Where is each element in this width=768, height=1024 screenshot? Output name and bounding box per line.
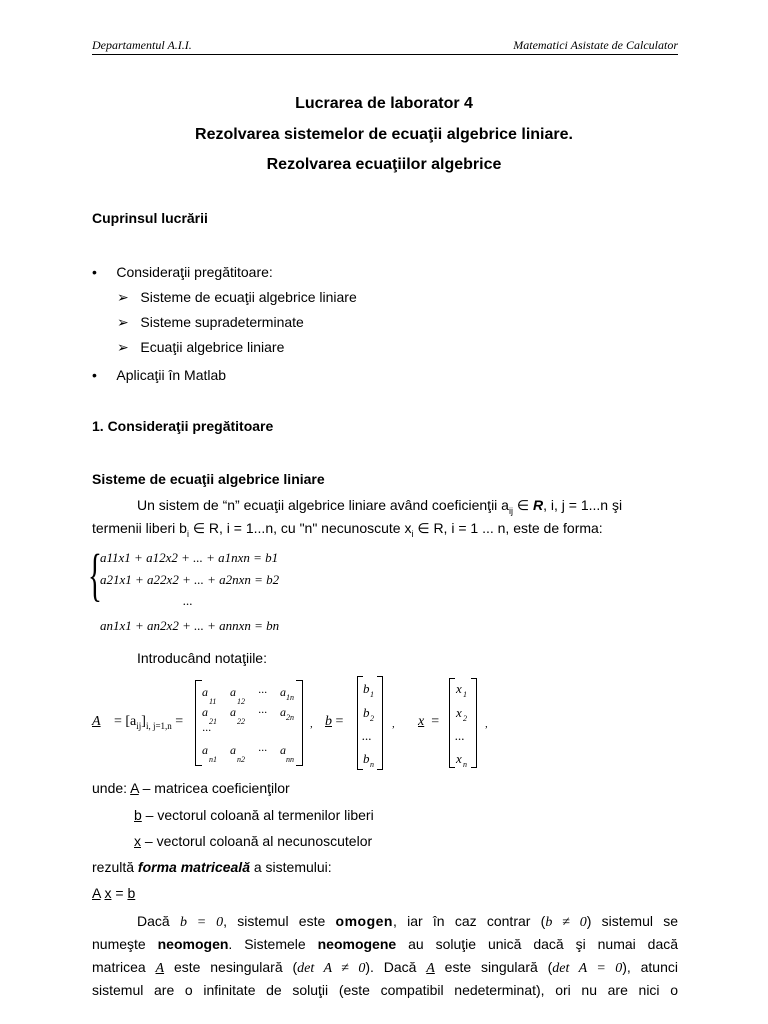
svg-text:22: 22 <box>237 717 245 726</box>
list-item-label: Consideraţii pregătitoare: <box>116 264 273 280</box>
comma: , <box>392 718 395 730</box>
svg-text:1n: 1n <box>286 693 294 702</box>
svg-text:···: ··· <box>202 723 211 737</box>
matrix-a-entries <box>200 682 296 764</box>
svg-text:n: n <box>463 760 467 768</box>
svg-text:x: x <box>456 681 462 696</box>
svg-text:21: 21 <box>209 717 217 726</box>
paragraph-line: sistemul are o infinitate de soluţii (este compatibil nedeterminat), ori nu are nici o <box>92 982 678 998</box>
lab-subtitle-1: Rezolvarea sistemelor de ecuaţii algebrice liniare. <box>195 126 573 143</box>
svg-text:···: ··· <box>258 685 267 699</box>
header-department: Departamentul A.I.I. <box>92 38 192 52</box>
svg-text:a: a <box>230 705 236 719</box>
svg-text:12: 12 <box>237 697 245 706</box>
system-row-1: a11x1 + a12x2 + ... + a1nxn = b1 <box>100 550 279 565</box>
contents-heading: Cuprinsul lucrării <box>92 210 208 226</box>
svg-text:x: x <box>456 751 462 766</box>
lab-title: Lucrarea de laborator 4 <box>295 95 473 112</box>
svg-text:2n: 2n <box>286 713 294 722</box>
page-header <box>92 36 678 54</box>
subsection-heading: Sisteme de ecuaţii algebrice liniare <box>92 471 325 487</box>
svg-text:···: ··· <box>258 705 267 719</box>
svg-text:x: x <box>456 705 462 720</box>
definition-x: x – vectorul coloană al necunoscutelor <box>134 833 373 849</box>
svg-text:...: ... <box>455 728 465 743</box>
matrix-a-symbol: A <box>92 714 101 729</box>
vector-b-entries <box>360 678 380 768</box>
lab-subtitle-2: Rezolvarea ecuaţiilor algebrice <box>266 156 502 173</box>
svg-text:1: 1 <box>370 690 374 699</box>
svg-text:a: a <box>280 705 286 719</box>
svg-text:n: n <box>370 760 374 768</box>
paragraph-line: numeşte neomogen. Sistemele neomogene au soluţie unică dacă şi numai dacă <box>92 936 679 952</box>
vector-b-symbol: b = <box>325 714 344 729</box>
comma: , <box>485 718 488 730</box>
paragraph-line: Dacă b = 0, sistemul este omogen, iar în caz contrar (b ≠ 0) sistemul se <box>137 913 679 930</box>
svg-text:nn: nn <box>286 755 294 764</box>
sub-list-item-label: Sisteme supradeterminate <box>140 314 304 330</box>
svg-text:a: a <box>280 743 286 757</box>
svg-text:a: a <box>230 743 236 757</box>
list-item: • Consideraţii pregătitoare: <box>92 264 273 280</box>
section-heading: 1. Consideraţii pregătitoare <box>92 418 274 434</box>
svg-text:b: b <box>363 705 370 720</box>
comma: , <box>310 718 313 730</box>
svg-text:a: a <box>230 685 236 699</box>
svg-text:a: a <box>202 705 208 719</box>
svg-text:2: 2 <box>370 714 374 723</box>
matrix-aij: = $[a_{ij}]_{i, j=1,n}$ = <box>114 714 184 731</box>
paragraph-line: termenii liberi $b_i$ ∈ R, i = 1...n, cu "n" necunoscute $x_i$ ∈ R, i = 1 ... n, este de forma: <box>92 520 603 539</box>
result-line: rezultă forma matriceală a sistemului: <box>92 859 332 875</box>
header-divider <box>92 54 678 55</box>
list-item-label: Aplicaţii în Matlab <box>116 367 227 383</box>
svg-text:a: a <box>280 685 286 699</box>
matrix-a-right-bracket <box>296 680 303 766</box>
definition-b: b – vectorul coloană al termenilor liberi <box>134 807 374 823</box>
vector-x-symbol: x = <box>418 714 440 729</box>
sub-list-item-label: Sisteme de ecuaţii algebrice liniare <box>140 289 357 305</box>
list-item: • Aplicaţii în Matlab <box>92 367 227 383</box>
svg-text:n2: n2 <box>237 755 245 764</box>
sub-list-item: ➢ Ecuaţii algebrice liniare <box>117 339 285 355</box>
svg-text:a: a <box>202 743 208 757</box>
sub-list-item-label: Ecuaţii algebrice liniare <box>140 339 285 355</box>
paragraph-line: matricea A este nesingulară (det A ≠ 0). Dacă A este singulară (det A = 0), atunci <box>92 959 678 976</box>
paragraph-line: Un sistem de “n” ecuaţii algebrice liniare având coeficienţii $a_{ij}$ ∈ R, i, j = 1...n şi <box>137 497 623 516</box>
svg-text:b: b <box>363 751 370 766</box>
definition-a: unde: A – matricea coeficienţilor <box>92 780 290 796</box>
svg-text:n1: n1 <box>209 755 217 764</box>
system-row-2: a21x1 + a22x2 + ... + a2nxn = b2 <box>100 572 280 587</box>
svg-text:a: a <box>202 685 208 699</box>
matrix-equation: A x = b <box>92 885 136 901</box>
system-row-n: an1x1 + an2x2 + ... + annxn = bn <box>100 618 280 633</box>
svg-text:...: ... <box>362 728 372 743</box>
sub-list-item: ➢ Sisteme supradeterminate <box>117 314 304 330</box>
vector-x-entries <box>452 680 474 768</box>
intro-notations: Introducând notaţiile: <box>137 650 267 666</box>
system-dots: ... <box>183 593 193 608</box>
svg-text:···: ··· <box>258 743 267 757</box>
header-course: Matematici Asistate de Calculator <box>513 38 678 52</box>
svg-text:2: 2 <box>463 714 467 723</box>
sub-list-item: ➢ Sisteme de ecuaţii algebrice liniare <box>117 289 357 305</box>
svg-text:1: 1 <box>463 690 467 699</box>
system-brace: { <box>88 542 102 607</box>
svg-text:b: b <box>363 681 370 696</box>
svg-text:11: 11 <box>209 697 217 706</box>
